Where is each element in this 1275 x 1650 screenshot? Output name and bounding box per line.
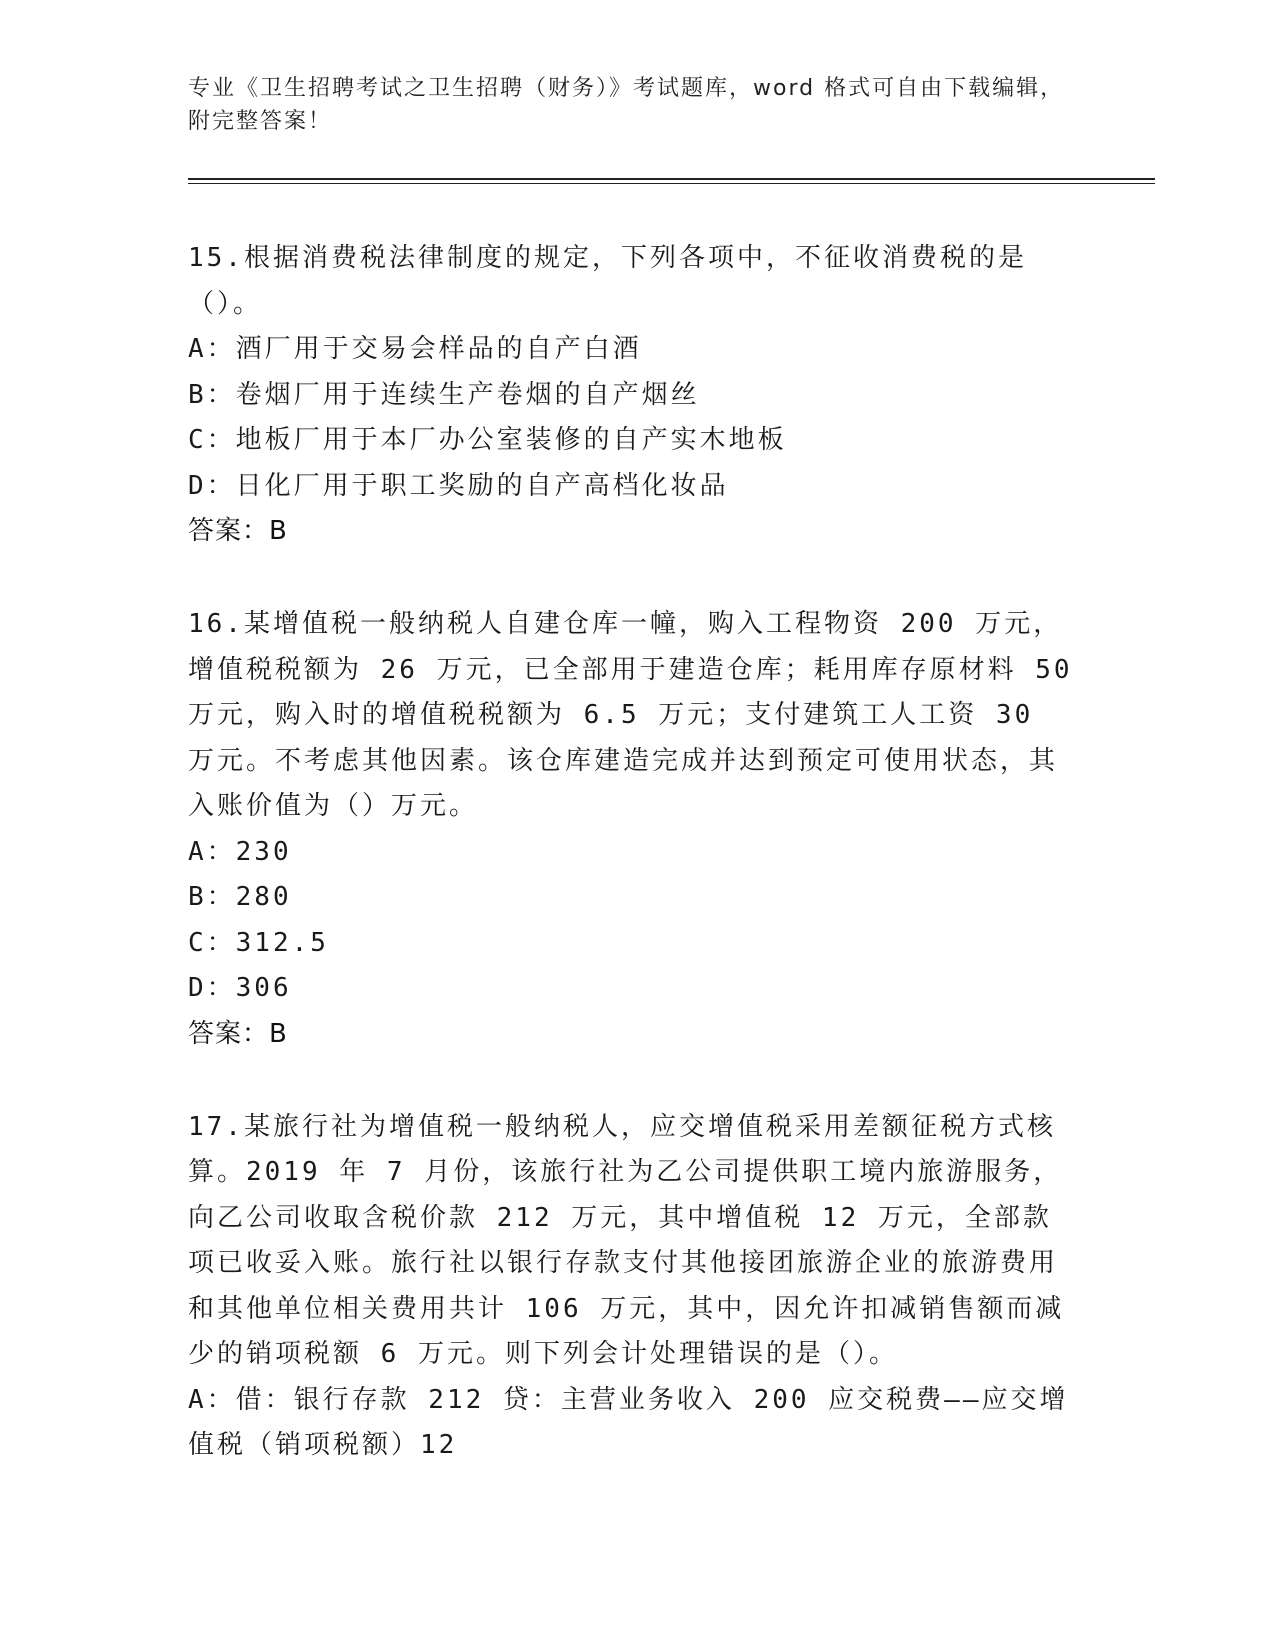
question-16 xyxy=(188,602,1080,1057)
option-a: A：酒厂用于交易会样品的自产白酒 xyxy=(188,334,642,364)
question-15 xyxy=(188,236,1080,554)
option-b: B：280 xyxy=(188,882,292,912)
question-stem: 15.根据消费税法律制度的规定，下列各项中，不征收消费税的是（）。 xyxy=(188,243,1027,319)
option-a: A：230 xyxy=(188,836,292,867)
option-b: B：卷烟厂用于连续生产卷烟的自产烟丝 xyxy=(188,379,700,410)
question-list xyxy=(188,236,1080,1517)
header-rule-thin xyxy=(188,183,1155,184)
option-d: D：306 xyxy=(188,973,292,1003)
document-header: 专业《卫生招聘考试之卫生招聘（财务）》考试题库，word 格式可自由下载编辑，附完整答案！ xyxy=(188,76,1065,134)
question-stem: 17.某旅行社为增值税一般纳税人，应交增值税采用差额征税方式核算。2019 年 7 月份，该旅行社为乙公司提供职工境内旅游服务，向乙公司收取含税价款 212 万元，其中增值税 12 万元，全部款项已收妥入账。旅行社以银行存款支付其他接团旅游企业的旅游费用和其他单位相关费用共计 106 万元，其中，因允许扣减销售额而减少的销项税额 6 万元。则下列会计处理错误的是（）。 xyxy=(188,1111,1065,1369)
option-d: D：日化厂用于职工奖励的自产高档化妆品 xyxy=(188,470,729,501)
answer: 答案：B xyxy=(188,1018,288,1049)
question-17 xyxy=(188,1105,1080,1469)
option-c: C：312.5 xyxy=(188,927,329,958)
answer: 答案：B xyxy=(188,516,288,546)
option-a: A：借：银行存款 212 贷：主营业务收入 200 应交税费——应交增值税（销项税额）12 xyxy=(188,1384,1069,1460)
question-stem: 16.某增值税一般纳税人自建仓库一幢，购入工程物资 200 万元，增值税税额为 26 万元，已全部用于建造仓库；耗用库存原材料 50 万元，购入时的增值税税额为 6.5 万元；支付建筑工人工资 30 万元。不考虑其他因素。该仓库建造完成并达到预定可使用状态，其入账价值为（）万元。 xyxy=(188,609,1073,821)
option-c: C：地板厂用于本厂办公室装修的自产实木地板 xyxy=(188,425,787,455)
header-rule-thick xyxy=(188,178,1155,180)
